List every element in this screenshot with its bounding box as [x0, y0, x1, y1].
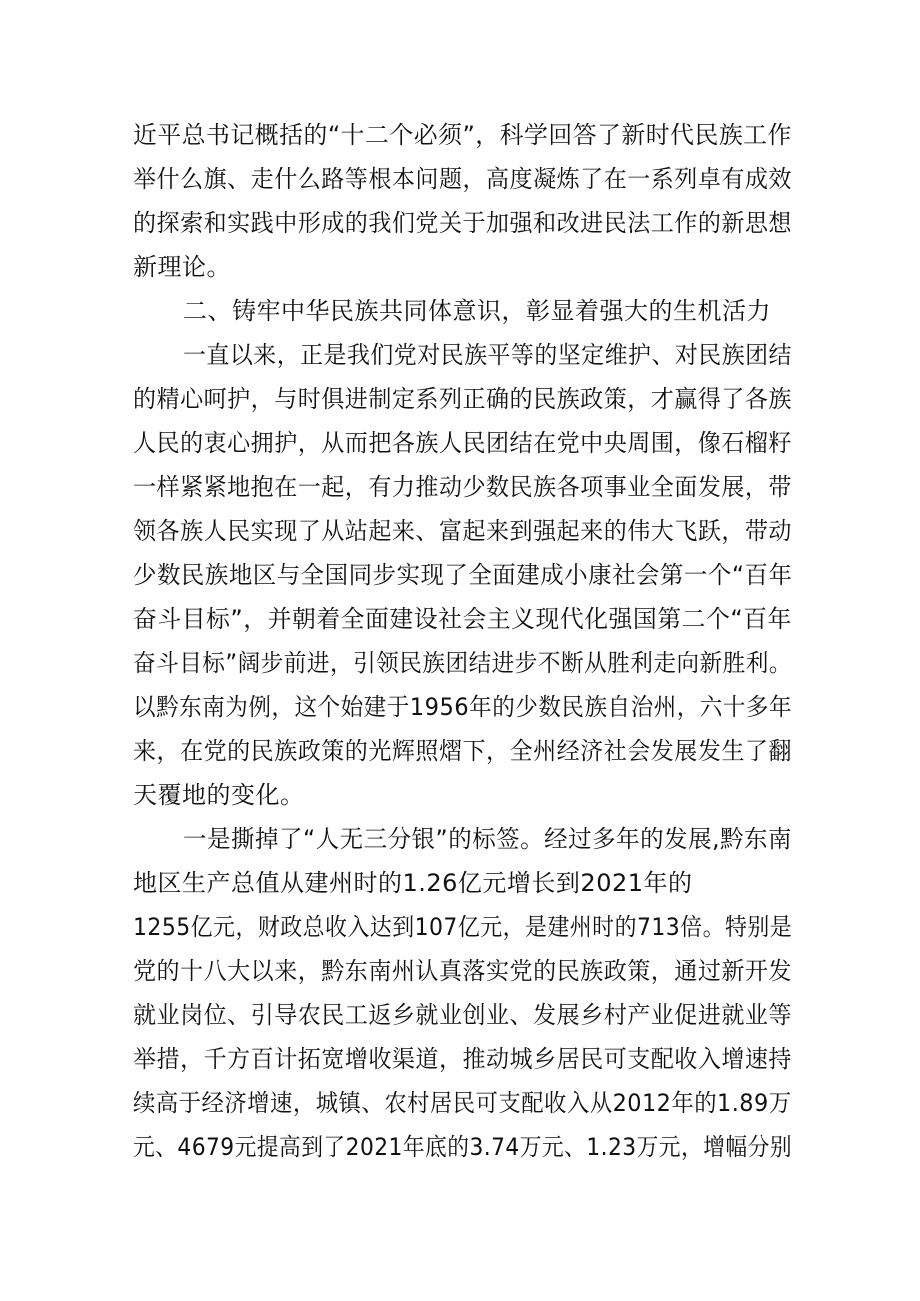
text-line: 天覆地的变化。 [133, 781, 305, 809]
text-line: 举什么旗、走什么路等根本问题，高度凝炼了在一系列卓有成效 [133, 165, 792, 193]
text-line: 地区生产总值从建州时的1.26亿元增长到2021年的 [133, 869, 693, 897]
text-line: 一直以来，正是我们党对民族平等的坚定维护、对民族团结 [183, 341, 792, 369]
text-line: 以黔东南为例，这个始建于1956年的少数民族自治州，六十多年 [133, 693, 793, 721]
text-line: 来，在党的民族政策的光辉照熠下，全州经济社会发展发生了翻 [133, 737, 792, 765]
text-line: 奋斗目标”阔步前进，引领民族团结进步不断从胜利走向新胜利。 [133, 649, 792, 677]
text-line: 近平总书记概括的“十二个必须”，科学回答了新时代民族工作 [133, 121, 792, 149]
text-line: 领各族人民实现了从站起来、富起来到强起来的伟大飞跃，带动 [133, 517, 792, 545]
text-line: 的精心呵护，与时俱进制定系列正确的民族政策，才赢得了各族 [133, 385, 792, 413]
text-line: 奋斗目标”，并朝着全面建设社会主义现代化强国第二个“百年 [133, 605, 792, 633]
text-line: 少数民族地区与全国同步实现了全面建成小康社会第一个“百年 [133, 561, 793, 589]
text-line: 党的十八大以来，黔东南州认真落实党的民族政策，通过新开发 [133, 957, 792, 985]
text-line: 就业岗位、引导农民工返乡就业创业、发展乡村产业促进就业等 [133, 1001, 792, 1029]
text-line: 的探索和实践中形成的我们党关于加强和改进民法工作的新思想 [133, 209, 792, 237]
text-line: 新理论。 [133, 253, 231, 281]
text-line: 举措，千方百计拓宽增收渠道，推动城乡居民可支配收入增速持 [133, 1045, 792, 1073]
text-line: 1255亿元，财政总收入达到107亿元，是建州时的713倍。特别是 [133, 913, 793, 941]
text-line: 人民的衷心拥护，从而把各族人民团结在党中央周围，像石榴籽 [133, 429, 792, 457]
text-line: 一是撕掉了“人无三分银”的标签。经过多年的发展,黔东南 [183, 825, 793, 853]
section-heading: 二、铸牢中华民族共同体意识，彰显着强大的生机活力 [183, 297, 771, 325]
text-line: 续高于经济增速，城镇、农村居民可支配收入从2012年的1.89万 [133, 1089, 792, 1117]
text-line: 元、4679元提高到了2021年底的3.74万元、1.23万元，增幅分别 [133, 1133, 793, 1161]
text-line: 一样紧紧地抱在一起，有力推动少数民族各项事业全面发展，带 [133, 473, 792, 501]
